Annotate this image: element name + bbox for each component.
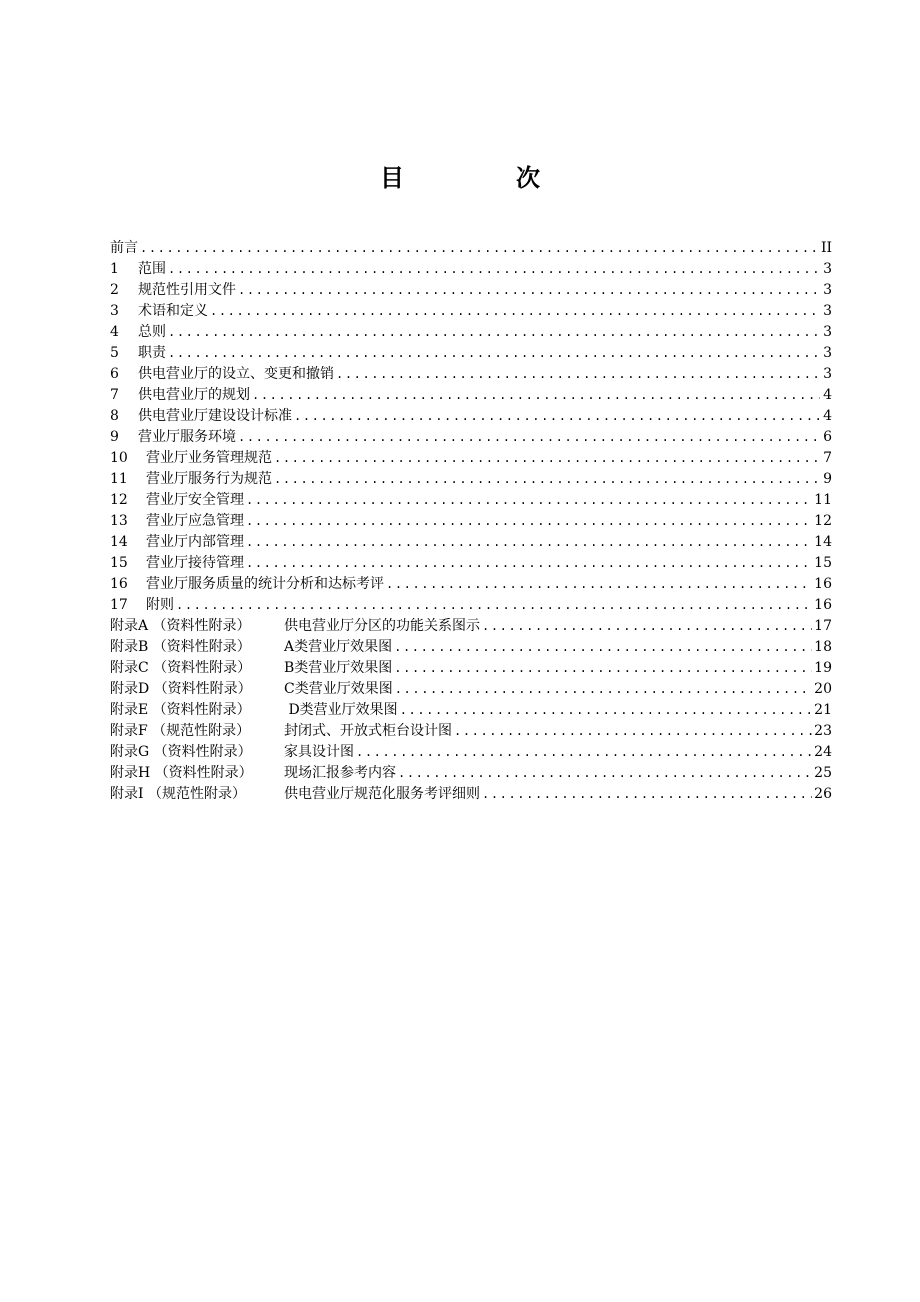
toc-leader-dots xyxy=(394,637,812,658)
toc-entry[interactable] xyxy=(110,721,832,742)
toc-entry-number: 15 xyxy=(110,555,128,571)
toc-leader-dots xyxy=(274,469,820,490)
table-of-contents xyxy=(110,238,832,805)
toc-leader-dots xyxy=(336,364,820,385)
toc-entry-label xyxy=(110,532,244,553)
toc-entry-text: D类营业厅效果图 xyxy=(284,702,398,718)
toc-entry-page: 20 xyxy=(814,681,832,697)
toc-entry-number: 2 xyxy=(110,282,119,298)
toc-entry-page: 16 xyxy=(814,597,832,613)
toc-entry-number: 7 xyxy=(110,387,119,403)
toc-entry-number: 1 xyxy=(110,261,119,277)
toc-entry-label xyxy=(110,238,138,259)
toc-entry[interactable] xyxy=(110,238,832,259)
toc-leader-dots xyxy=(274,448,820,469)
toc-entry-text: 供电营业厅建设设计标准 xyxy=(138,408,292,424)
toc-entry-text: 供电营业厅的设立、变更和撤销 xyxy=(138,366,334,382)
toc-entry-label xyxy=(110,553,244,574)
toc-leader-dots xyxy=(168,322,820,343)
toc-entry[interactable] xyxy=(110,574,832,595)
toc-entry-number: 17 xyxy=(110,597,128,613)
toc-entry[interactable] xyxy=(110,742,832,763)
toc-entry-text: 营业厅服务行为规范 xyxy=(146,471,272,487)
toc-entry-page: 3 xyxy=(823,282,832,298)
toc-entry-text: 现场汇报参考内容 xyxy=(284,765,396,781)
toc-entry-label xyxy=(110,658,392,679)
toc-entry[interactable] xyxy=(110,469,832,490)
toc-leader-dots xyxy=(140,238,819,259)
toc-entry-text: 营业厅接待管理 xyxy=(146,555,244,571)
toc-leader-dots xyxy=(454,721,812,742)
toc-entry-label xyxy=(110,364,334,385)
toc-entry-text: 营业厅业务管理规范 xyxy=(146,450,272,466)
toc-entry-text: 供电营业厅的规划 xyxy=(138,387,250,403)
toc-leader-dots xyxy=(246,490,812,511)
toc-leader-dots xyxy=(246,511,812,532)
toc-entry-label xyxy=(110,721,452,742)
toc-entry-text: 术语和定义 xyxy=(138,303,208,319)
toc-entry-number: 13 xyxy=(110,513,128,529)
toc-entry-number: 3 xyxy=(110,303,119,319)
toc-entry-page: 15 xyxy=(814,555,832,571)
toc-entry-number: 14 xyxy=(110,534,128,550)
toc-leader-dots xyxy=(482,784,812,805)
toc-entry-label xyxy=(110,700,398,721)
toc-entry-text: 营业厅内部管理 xyxy=(146,534,244,550)
toc-entry-text: 营业厅服务质量的统计分析和达标考评 xyxy=(146,576,384,592)
toc-entry-page: 3 xyxy=(823,366,832,382)
toc-leader-dots xyxy=(168,259,820,280)
toc-entry-label xyxy=(110,280,236,301)
toc-entry-number: 5 xyxy=(110,345,119,361)
toc-entry-number: 附录G （资料性附录） xyxy=(110,744,252,760)
toc-entry[interactable] xyxy=(110,784,832,805)
toc-entry-number: 附录E （资料性附录） xyxy=(110,702,251,718)
toc-entry-page: 3 xyxy=(823,261,832,277)
toc-entry-text: 供电营业厅分区的功能关系图示 xyxy=(284,618,480,634)
toc-entry[interactable] xyxy=(110,364,832,385)
toc-entry-page: 7 xyxy=(823,450,832,466)
toc-entry-page: 21 xyxy=(814,702,832,718)
toc-entry-label xyxy=(110,490,244,511)
toc-entry-number: 12 xyxy=(110,492,128,508)
toc-entry-page: 26 xyxy=(814,786,832,802)
toc-entry[interactable] xyxy=(110,700,832,721)
toc-entry-number: 附录B （资料性附录） xyxy=(110,639,251,655)
toc-entry[interactable] xyxy=(110,616,832,637)
toc-leader-dots xyxy=(395,679,812,700)
toc-entry-number: 附录F （规范性附录） xyxy=(110,723,251,739)
toc-entry-page: 3 xyxy=(823,303,832,319)
toc-entry-number: 附录I （规范性附录） xyxy=(110,786,246,802)
toc-entry[interactable] xyxy=(110,427,832,448)
toc-entry-page: 25 xyxy=(814,765,832,781)
toc-entry-text: A类营业厅效果图 xyxy=(284,639,393,655)
toc-entry-page: 19 xyxy=(814,660,832,676)
toc-entry[interactable] xyxy=(110,595,832,616)
toc-entry-page: 12 xyxy=(814,513,832,529)
toc-entry-number: 10 xyxy=(110,450,128,466)
toc-entry[interactable] xyxy=(110,511,832,532)
toc-entry-page: 24 xyxy=(814,744,832,760)
toc-leader-dots xyxy=(252,385,820,406)
toc-entry-label xyxy=(110,763,396,784)
toc-leader-dots xyxy=(210,301,820,322)
toc-leader-dots xyxy=(168,343,820,364)
toc-entry-text: 营业厅安全管理 xyxy=(146,492,244,508)
toc-entry[interactable] xyxy=(110,679,832,700)
toc-entry-number: 附录H （资料性附录） xyxy=(110,765,253,781)
toc-entry-label xyxy=(110,511,244,532)
page-title: 目 次 xyxy=(380,164,584,192)
toc-entry[interactable] xyxy=(110,301,832,322)
toc-entry-number: 8 xyxy=(110,408,119,424)
toc-entry-text: 范围 xyxy=(138,261,166,277)
toc-entry[interactable] xyxy=(110,658,832,679)
toc-entry[interactable] xyxy=(110,406,832,427)
toc-entry-page: 11 xyxy=(814,492,832,508)
toc-entry-page: 6 xyxy=(823,429,832,445)
toc-leader-dots xyxy=(482,616,812,637)
toc-entry-text: 家具设计图 xyxy=(284,744,354,760)
toc-leader-dots xyxy=(398,763,812,784)
toc-entry-number: 附录C （资料性附录） xyxy=(110,660,252,676)
toc-entry-text: 附则 xyxy=(146,597,174,613)
toc-entry-number: 附录A （资料性附录） xyxy=(110,618,251,634)
toc-entry[interactable] xyxy=(110,553,832,574)
toc-entry-page: II xyxy=(820,240,832,256)
toc-entry[interactable] xyxy=(110,322,832,343)
toc-leader-dots xyxy=(386,574,812,595)
toc-entry[interactable] xyxy=(110,343,832,364)
toc-entry-text: 封闭式、开放式柜台设计图 xyxy=(284,723,452,739)
toc-entry-text: 供电营业厅规范化服务考评细则 xyxy=(284,786,480,802)
toc-entry-page: 4 xyxy=(823,387,832,403)
toc-entry-label xyxy=(110,784,480,805)
toc-leader-dots xyxy=(176,595,812,616)
toc-leader-dots xyxy=(356,742,812,763)
toc-entry-text: 营业厅应急管理 xyxy=(146,513,244,529)
toc-entry-text: 前言 xyxy=(110,240,138,256)
toc-entry-page: 3 xyxy=(823,324,832,340)
toc-entry-text: 职责 xyxy=(138,345,166,361)
toc-entry-label xyxy=(110,301,208,322)
toc-entry[interactable] xyxy=(110,763,832,784)
toc-entry-label xyxy=(110,637,392,658)
toc-leader-dots xyxy=(246,553,812,574)
toc-entry-page: 4 xyxy=(823,408,832,424)
toc-entry-page: 23 xyxy=(814,723,832,739)
toc-entry-label xyxy=(110,469,272,490)
toc-entry-label xyxy=(110,427,236,448)
toc-entry[interactable] xyxy=(110,385,832,406)
toc-entry-text: C类营业厅效果图 xyxy=(284,681,393,697)
toc-entry[interactable] xyxy=(110,280,832,301)
toc-entry-label xyxy=(110,448,272,469)
toc-entry-label xyxy=(110,616,480,637)
toc-entry-page: 18 xyxy=(814,639,832,655)
toc-leader-dots xyxy=(394,658,812,679)
toc-entry-page: 9 xyxy=(823,471,832,487)
toc-leader-dots xyxy=(294,406,820,427)
toc-entry-label xyxy=(110,574,384,595)
toc-entry-number: 6 xyxy=(110,366,119,382)
toc-entry-number: 11 xyxy=(110,471,128,487)
toc-entry-label xyxy=(110,322,166,343)
toc-entry-label xyxy=(110,595,174,616)
toc-entry[interactable] xyxy=(110,259,832,280)
toc-entry-page: 3 xyxy=(823,345,832,361)
toc-entry[interactable] xyxy=(110,637,832,658)
toc-entry-number: 附录D （资料性附录） xyxy=(110,681,252,697)
toc-entry-text: 规范性引用文件 xyxy=(138,282,236,298)
toc-entry-number: 9 xyxy=(110,429,119,445)
toc-entry-label xyxy=(110,406,292,427)
toc-leader-dots xyxy=(238,427,820,448)
toc-leader-dots xyxy=(400,700,812,721)
toc-entry-page: 14 xyxy=(814,534,832,550)
toc-entry-label xyxy=(110,742,354,763)
toc-entry-label xyxy=(110,259,166,280)
toc-entry-label xyxy=(110,385,250,406)
toc-entry[interactable] xyxy=(110,448,832,469)
toc-entry[interactable] xyxy=(110,532,832,553)
toc-leader-dots xyxy=(246,532,812,553)
toc-entry-number: 16 xyxy=(110,576,128,592)
toc-entry-label xyxy=(110,343,166,364)
toc-entry-text: 总则 xyxy=(138,324,166,340)
toc-entry-text: 营业厅服务环境 xyxy=(138,429,236,445)
toc-entry-text: B类营业厅效果图 xyxy=(284,660,393,676)
toc-leader-dots xyxy=(238,280,820,301)
toc-entry[interactable] xyxy=(110,490,832,511)
toc-entry-page: 16 xyxy=(814,576,832,592)
toc-entry-number: 4 xyxy=(110,324,119,340)
toc-entry-page: 17 xyxy=(814,618,832,634)
toc-entry-label xyxy=(110,679,393,700)
